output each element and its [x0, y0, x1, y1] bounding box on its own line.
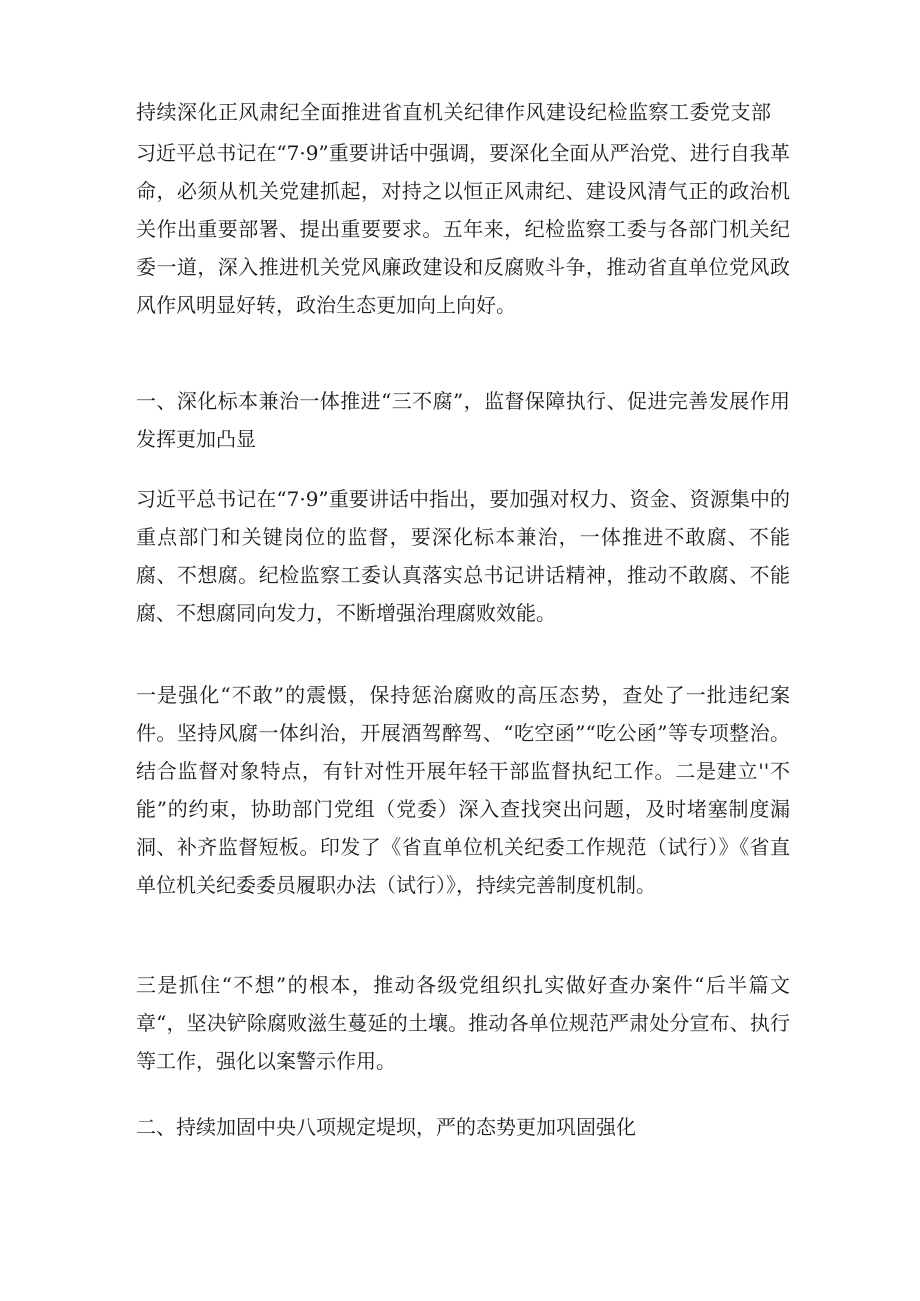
section-heading-2: 二、持续加固中央八项规定堤坝，严的态势更加巩固强化: [136, 1115, 636, 1139]
paragraph-intro: 习近平总书记在“7·9”重要讲话中强调，要深化全面从严治党、进行自我革命，必须从机关党建抓起，对持之以恒正风肃纪、建设风清气正的政治机关作出重要部署、提出重要要求。五年来，纪检监察工委与各部门机关纪委一道，深入推进机关党风廉政建设和反腐败斗争，推动省直单位党风政风作风明显好转，政治生态更加向上向好。: [136, 141, 790, 317]
paragraph-section-1-intro: 习近平总书记在“7·9”重要讲话中指出，要加强对权力、资金、资源集中的重点部门和关键岗位的监督，要深化标本兼治，一体推进不敢腐、不能腐、不想腐。纪检监察工委认真落实总书记讲话精神，推动不敢腐、不能腐、不想腐同向发力，不断增强治理腐败效能。: [136, 487, 790, 625]
section-heading-1: 一、深化标本兼治一体推进“三不腐”，监督保障执行、促进完善发展作用发挥更加凸显: [136, 389, 790, 451]
paragraph-section-1-point-3: 三是抓住“不想”的根本，推动各级党组织扎实做好查办案件“后半篇文章“，坚决铲除腐败滋生蔓延的土壤。推动各单位规范严肃处分宣布、执行等工作，强化以案警示作用。: [136, 973, 790, 1073]
document-title: 持续深化正风肃纪全面推进省直机关纪律作风建设纪检监察工委党支部: [136, 100, 772, 124]
paragraph-section-1-points: 一是强化“不敢”的震慑，保持惩治腐败的高压态势，查处了一批违纪案件。坚持风腐一体纠治，开展酒驾醉驾、“吃空函”“吃公函”等专项整治。结合监督对象特点，有针对性开展年轻干部监督执纪工作。二是建立''不能”的约束，协助部门党组（党委）深入查找突出问题，及时堵塞制度漏洞、补齐监督短板。印发了《省直单位机关纪委工作规范（试行）》《省直单位机关纪委委员履职办法（试行）》，持续完善制度机制。: [136, 683, 790, 897]
